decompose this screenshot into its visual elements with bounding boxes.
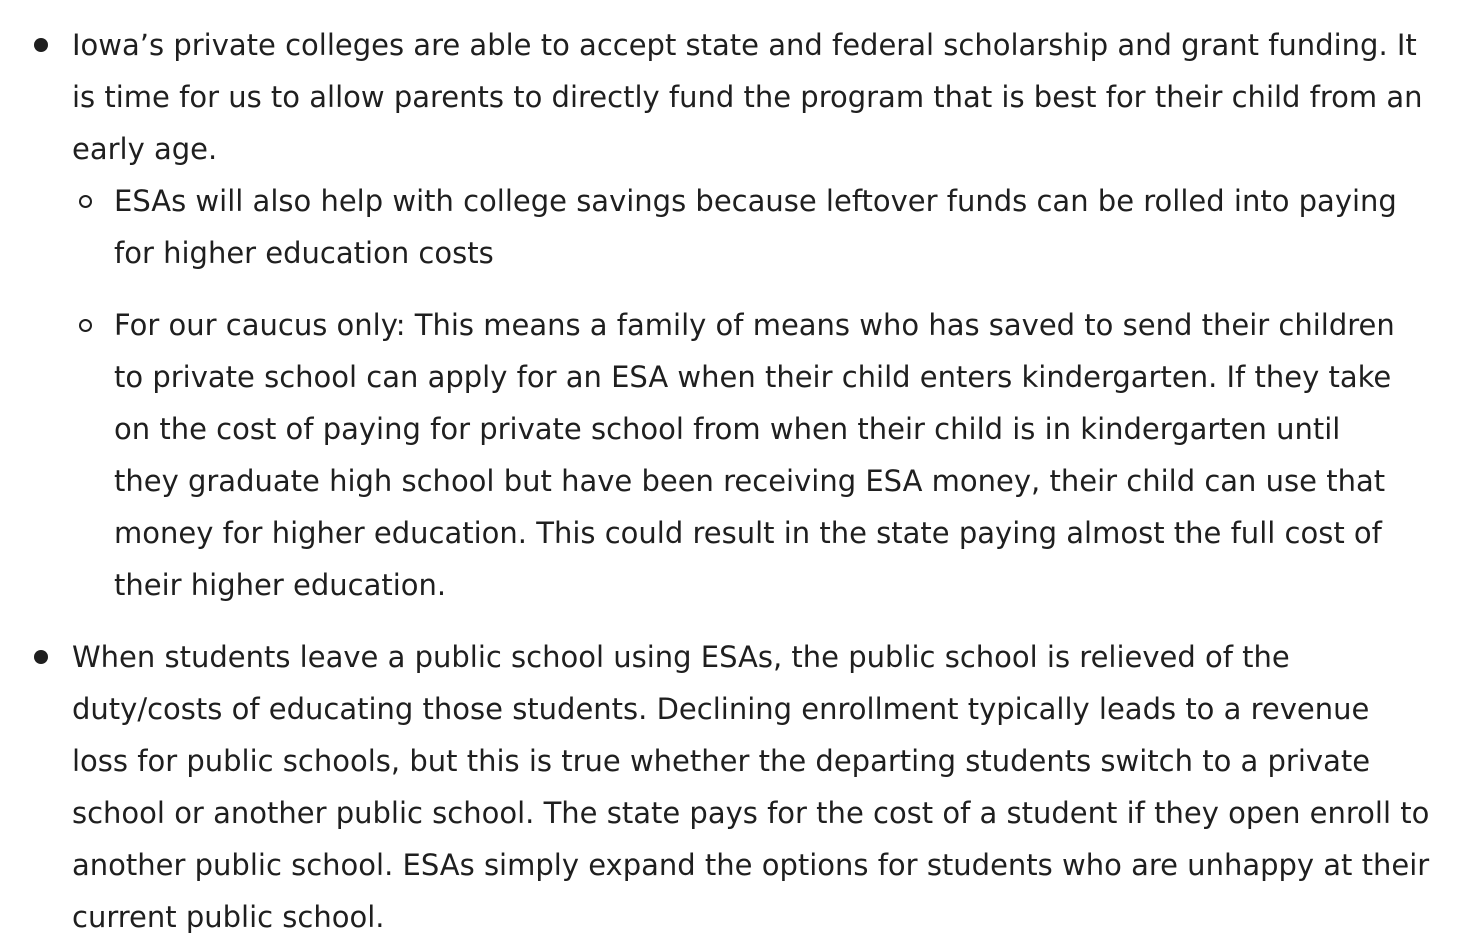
- sub-list-item: [114, 175, 1414, 279]
- bullet-list: [0, 19, 1458, 943]
- sub-list-item: [114, 299, 1414, 611]
- list-item: [72, 631, 1432, 943]
- list-item: [72, 19, 1432, 611]
- bullet-circle-icon: [79, 319, 92, 332]
- sub-bullet-text: For our caucus only: This means a family of means who has saved to send their children to private school can apply for an ESA when their child enters kindergarten. If they take on the cost of paying for private school from when their child is in kindergarten until they graduate high school but have been receiving ESA money, their child can use that money for higher education. This could result in the state paying almost the full cost of their higher education.: [114, 308, 1395, 602]
- bullet-disc-icon: [34, 650, 48, 664]
- bullet-text: When students leave a public school using ESAs, the public school is relieved of the duty/costs of educating those students. Declining enrollment typically leads to a revenue loss for public schools, but this is true whether the departing students switch to a private school or another public school. The state pays for the cost of a student if they open enroll to another public school. ESAs simply expand the options for students who are unhappy at their current public school.: [72, 640, 1430, 934]
- sub-bullet-text: ESAs will also help with college savings because leftover funds can be rolled into paying for higher education costs: [114, 184, 1397, 270]
- bullet-circle-icon: [79, 195, 92, 208]
- sub-bullet-list: [72, 175, 1432, 611]
- bullet-disc-icon: [34, 38, 48, 52]
- bullet-text: Iowa’s private colleges are able to accept state and federal scholarship and grant funding. It is time for us to allow parents to directly fund the program that is best for their child from an early age.: [72, 28, 1423, 166]
